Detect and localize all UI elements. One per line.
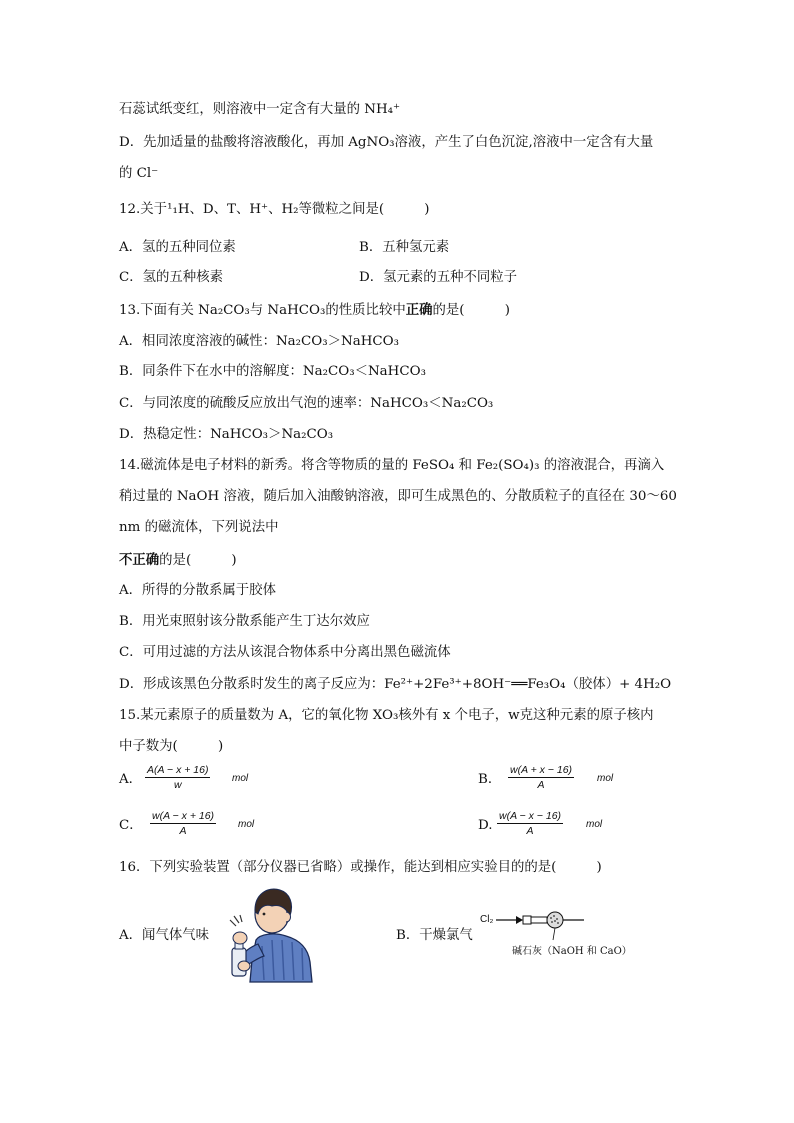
q15-option-a-unit: mol <box>232 773 249 784</box>
inlet-arrow-head <box>516 916 523 924</box>
q16-option-b: B．干燥氯气 <box>396 928 473 943</box>
q15-stem-line2: 中子数为( ) <box>119 739 224 754</box>
q15-option-c-unit: mol <box>238 819 255 830</box>
q12-option-c: C．氢的五种核素 <box>119 270 223 285</box>
q12-stem: 12.关于¹₁H、D、T、H⁺、H₂等微粒之间是( ) <box>119 202 430 217</box>
lower-hand-shape <box>238 961 250 971</box>
q14-stem-line2: 稍过量的 NaOH 溶液，随后加入油酸钠溶液，即可生成黑色的、分散质粒子的直径在 30～60 <box>119 489 677 504</box>
q15-option-d-fraction: $\frac{w(A - x - 16)}{A}$ <box>499 810 562 837</box>
q13-stem: 13.下面有关 Na₂CO₃与 NaHCO₃的性质比较中正确的是( ) <box>119 302 510 318</box>
q15-option-b-label: B． <box>478 772 502 787</box>
caption-leader-line <box>553 928 555 940</box>
q16-option-a: A．闻气体气味 <box>119 928 210 943</box>
q16-stem: 16．下列实验装置（部分仪器已省略）或操作，能达到相应实验目的的是( ) <box>119 860 602 875</box>
q15-option-c-fraction: $\frac{w(A - x + 16)}{A}$ <box>152 810 215 837</box>
q15-option-a-fraction: $\frac{A(A - x + 16)}{w}$ <box>147 764 209 791</box>
q14-option-a: A．所得的分散系属于胶体 <box>119 583 276 598</box>
q15-option-d-label: D. <box>478 818 493 833</box>
q15-option-b-unit: mol <box>597 773 614 784</box>
q12-option-d: D．氢元素的五种不同粒子 <box>359 270 518 285</box>
q12-option-a: A．氢的五种同位素 <box>119 240 236 255</box>
q11-option-d-line1: D．先加适量的盐酸将溶液酸化，再加 AgNO₃溶液，产生了白色沉淀,溶液中一定含有大量 <box>119 135 654 150</box>
soda-lime-caption: 碱石灰（NaOH 和 CaO） <box>512 946 632 957</box>
q14-option-b: B．用光束照射该分散系能产生丁达尔效应 <box>119 614 370 629</box>
drying-tube-diagram <box>496 910 588 942</box>
q14-stem-emphasis: 不正确 <box>119 552 160 568</box>
drying-bulb <box>547 912 563 928</box>
eye-shape <box>263 913 266 916</box>
q13-option-a: A．相同浓度溶液的碱性：Na₂CO₃＞NaHCO₃ <box>119 334 399 349</box>
q13-stem-emphasis: 正确 <box>405 302 433 318</box>
q14-option-c: C．可用过滤的方法从该混合物体系中分离出黑色磁流体 <box>119 645 451 660</box>
hand-shape <box>233 932 247 944</box>
q11-option-d-line2: 的 Cl⁻ <box>119 166 159 181</box>
q14-stem-line1: 14.磁流体是电子材料的新秀。将含等物质的量的 FeSO₄ 和 Fe₂(SO₄)₃ 的溶液混合，再滴入 <box>119 458 665 473</box>
q14-stem-line4: 不正确的是( ) <box>119 552 237 568</box>
q13-option-b: B．同条件下在水中的溶解度：Na₂CO₃＜NaHCO₃ <box>119 364 426 379</box>
stopper-left <box>523 916 531 924</box>
person-smelling-gas-illustration <box>222 882 314 984</box>
q11-option-c-continued: 石蕊试纸变红，则溶液中一定含有大量的 NH₄⁺ <box>119 102 401 117</box>
tube-body <box>531 917 547 923</box>
q15-option-c-label: C． <box>119 818 143 833</box>
q15-option-b-fraction: $\frac{w(A + x - 16)}{A}$ <box>510 764 573 791</box>
ear-shape <box>286 912 291 922</box>
q15-option-a-label: A． <box>119 772 143 787</box>
chlorine-gas-label: Cl₂ <box>480 914 494 925</box>
q13-option-c: C．与同浓度的硫酸反应放出气泡的速率：NaHCO₃＜Na₂CO₃ <box>119 396 494 411</box>
q14-option-d: D．形成该黑色分散系时发生的离子反应为：Fe²⁺+2Fe³⁺+8OH⁻══Fe₃O₄（胶体）+ 4H₂O <box>119 677 672 692</box>
q15-option-d-unit: mol <box>586 819 603 830</box>
q13-option-d: D．热稳定性：NaHCO₃＞Na₂CO₃ <box>119 427 334 442</box>
fanning-lines <box>230 915 242 926</box>
q12-option-b: B．五种氢元素 <box>359 240 450 255</box>
q14-stem-line3: nm 的磁流体，下列说法中 <box>119 520 279 535</box>
q15-stem-line1: 15.某元素原子的质量数为 A，它的氧化物 XO₃核外有 x 个电子，w克这种元素的原子核内 <box>119 708 654 723</box>
